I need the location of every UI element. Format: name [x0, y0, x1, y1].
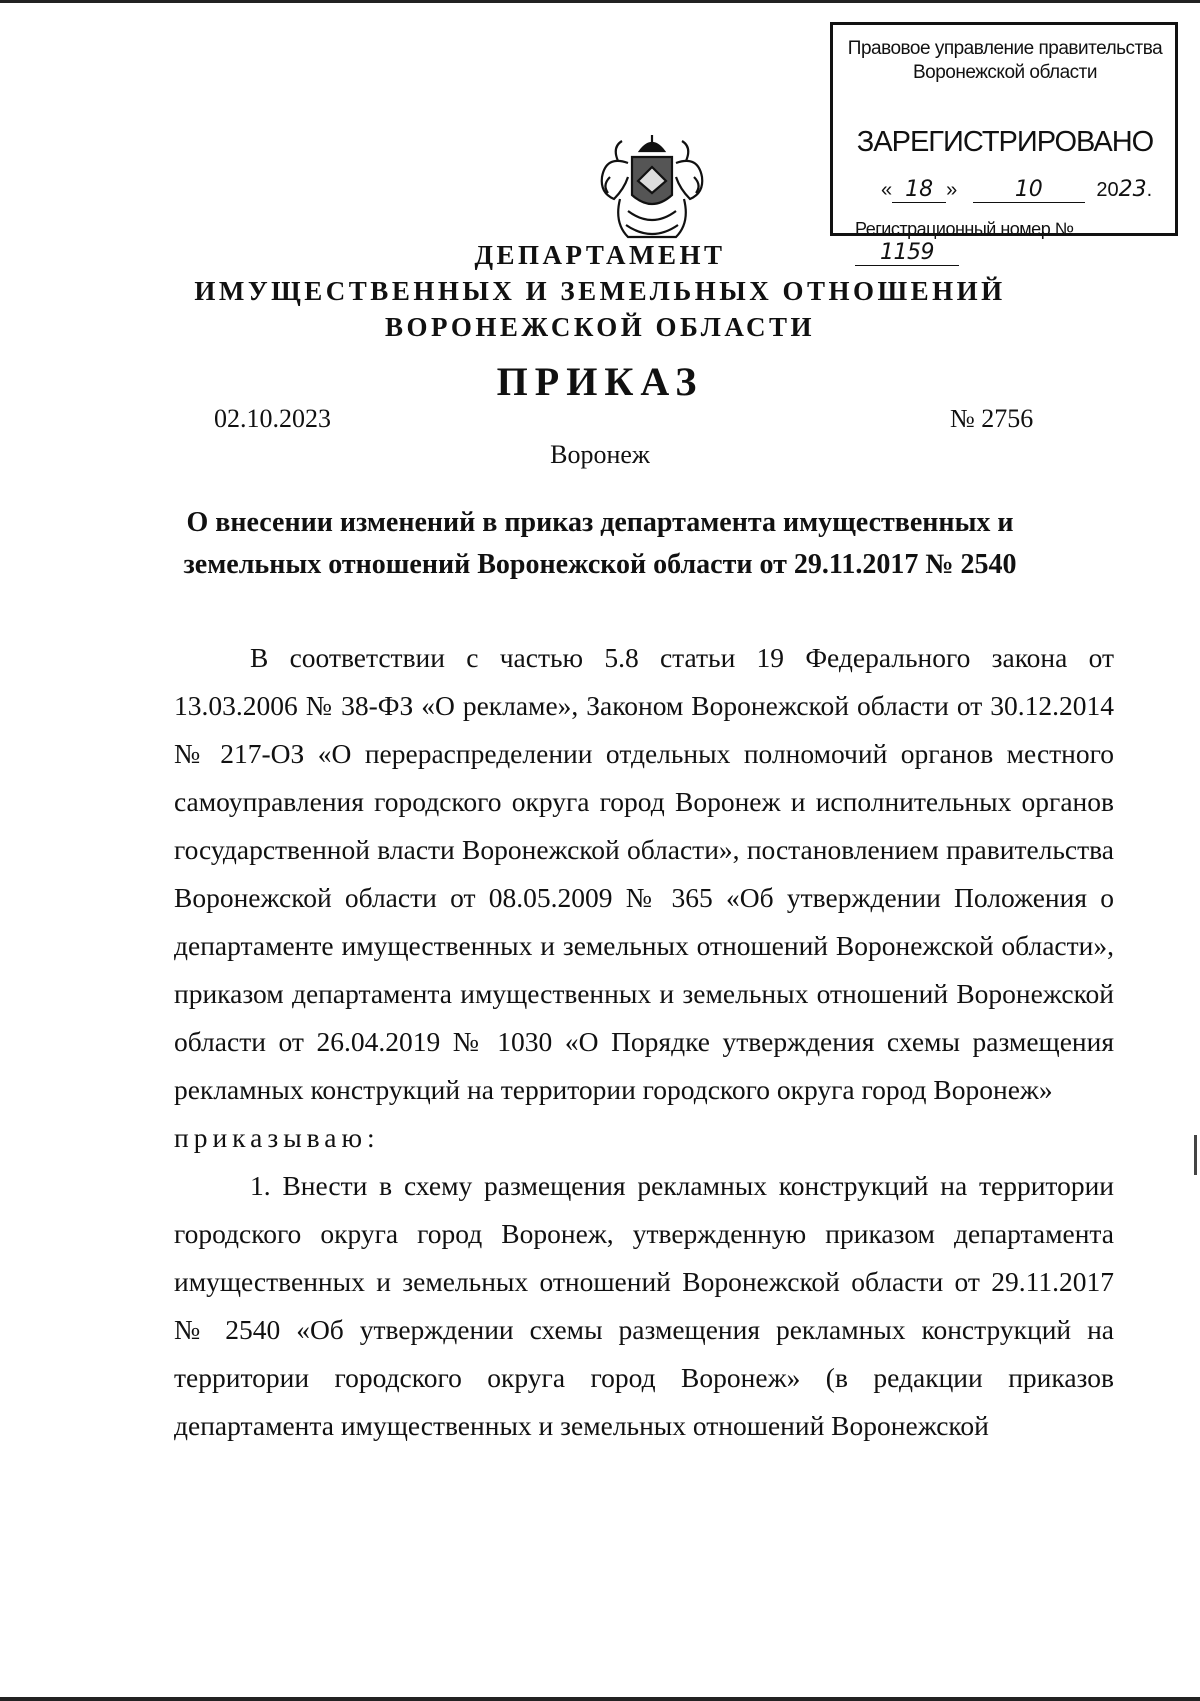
- stamp-org-line2: Воронежской области: [913, 62, 1097, 83]
- department-line-3: ВОРОНЕЖСКОЙ ОБЛАСТИ: [385, 312, 815, 342]
- scan-artifact: [1194, 1135, 1197, 1175]
- stamp-registered-label: ЗАРЕГИСТРИРОВАНО: [856, 126, 1154, 158]
- stamp-organization: [841, 37, 1169, 85]
- document-title: [0, 502, 1200, 586]
- item-1-paragraph: 1. Внести в схему размещения рекламных конструкций на территории городского округа город Воронеж, утвержденную приказом департамента имущественных и земельных отношений Воронежской области от 29.11.2017 № 2540 «Об утверждении схемы размещения рекламных конструкций на территории городского округа город Воронеж» (в редакции приказов департамента имущественных и земельных отношений Воронежской: [174, 1170, 1114, 1441]
- stamp-date-underline-month: [973, 177, 1085, 203]
- scan-border-bottom: [0, 1697, 1200, 1701]
- document-body: [174, 634, 1114, 1450]
- document-city: Воронеж: [550, 440, 650, 469]
- document-type: ПРИКАЗ: [496, 359, 704, 404]
- document-title-line1: О внесении изменений в приказ департамента имущественных и: [186, 507, 1014, 538]
- stamp-date-underline-day: [892, 177, 946, 203]
- stamp-date-year-printed: 20: [1096, 179, 1119, 201]
- department-line-2: ИМУЩЕСТВЕННЫХ И ЗЕМЕЛЬНЫХ ОТНОШЕНИЙ: [194, 276, 1006, 306]
- stamp-date-year-written: 23: [1118, 177, 1147, 202]
- document-date: 02.10.2023: [214, 404, 331, 433]
- stamp-date-day: 18: [905, 177, 934, 202]
- department-line-1: ДЕПАРТАМЕНТ: [474, 240, 726, 270]
- document-title-line2: земельных отношений Воронежской области от 29.11.2017 № 2540: [183, 549, 1017, 580]
- preamble-paragraph: В соответствии с частью 5.8 статьи 19 Федерального закона от 13.03.2006 № 38-ФЗ «О рекламе», Законом Воронежской области от 30.12.2014 № 217-ОЗ «О перераспределении отдельных полномочий органов местного самоуправления городского округа город Воронеж и исполнительных органов государственной власти Воронежской области», постановлением правительства Воронежской области от 08.05.2009 № 365 «Об утверждении Положения о департаменте имущественных и земельных отношений Воронежской области», приказом департамента имущественных и земельных отношений Воронежской области от 26.04.2019 № 1030 «О Порядке утверждения схемы размещения рекламных конструкций на территории городского округа город Воронеж»: [174, 642, 1114, 1105]
- stamp-date-month: 10: [1014, 177, 1043, 202]
- stamp-reg-number-label: Регистрационный номер №: [855, 219, 1074, 239]
- scan-border-top: [0, 0, 1200, 3]
- document-number: № 2756: [950, 404, 1034, 433]
- registration-stamp: [830, 22, 1178, 265]
- stamp-reg-number-value: 1159: [880, 240, 934, 265]
- stamp-date: « 18 » 10 2023.: [881, 177, 1153, 202]
- order-word: приказываю:: [174, 1122, 380, 1153]
- coat-of-arms-emblem: [598, 133, 706, 243]
- stamp-org-line1: Правовое управление правительства: [847, 38, 1163, 59]
